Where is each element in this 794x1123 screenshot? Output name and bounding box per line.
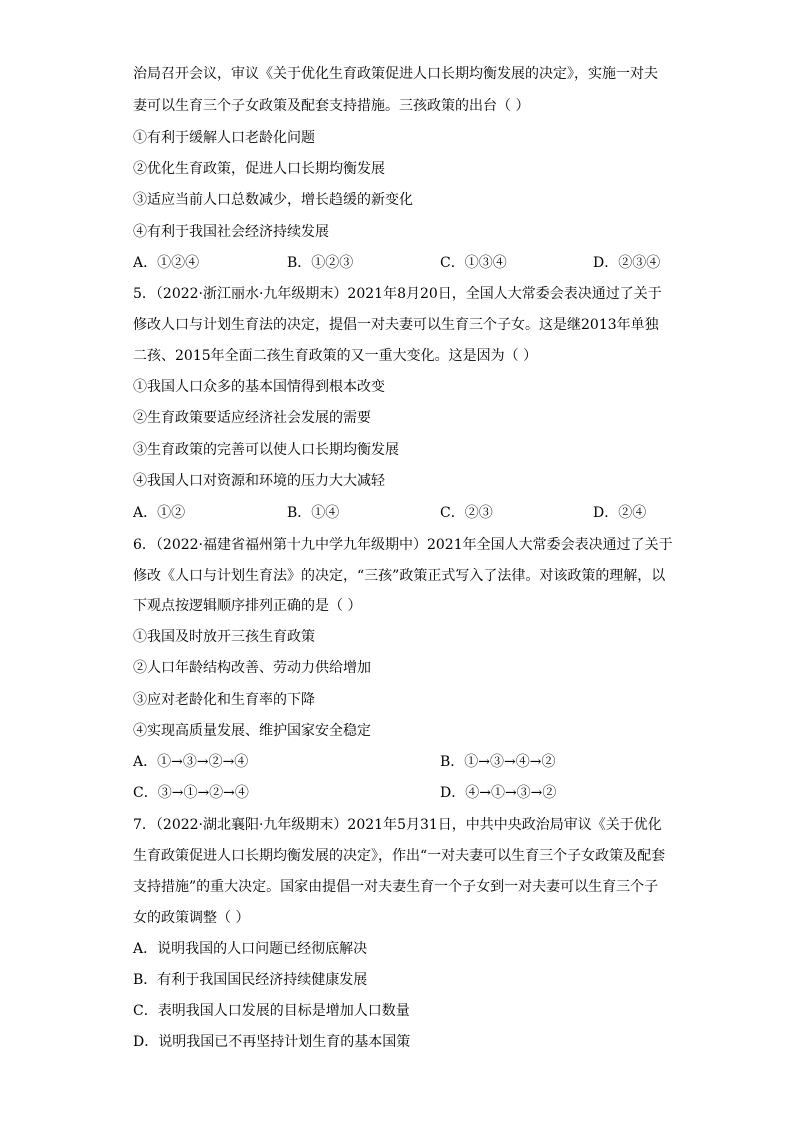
q4-option-a[interactable]: A．①②④ [133,255,200,271]
q4-stem-line-2: 妻可以生育三个子女政策及配套支持措施。三孩政策的出台（ ） [133,98,530,114]
q4-item-4: ④有利于我国社会经济持续发展 [133,224,329,240]
q6-stem-line-2: 修改《人口与计划生育法》的决定，“三孩”政策正式写入了法律。对该政策的理解，以 [133,568,666,584]
q4-stem-line-1: 治局召开会议，审议《关于优化生育政策促进人口长期均衡发展的决定》，实施一对夫 [133,66,658,82]
q7-option-a[interactable]: A．说明我国的人口问题已经彻底解决 [133,941,368,957]
q6-item-3: ③应对老龄化和生育率的下降 [133,692,315,708]
q5-option-d[interactable]: D．②④ [593,505,647,521]
q4-option-c[interactable]: C．①③④ [440,255,507,271]
q6-option-a[interactable]: A．①→③→②→④ [133,754,249,770]
q7-stem-line-1: 7．（2022·湖北襄阳·九年级期末）2021年5月31日，中共中央政治局审议《关于优化 [133,817,662,833]
q7-stem-line-3: 支持措施”的重大决定。国家由提倡一对夫妻生育一个子女到一对夫妻可以生育三个子 [133,879,659,895]
q5-stem-line-2: 修改人口与计划生育法的决定，提倡一对夫妻可以生育三个子女。这是继2013年单独 [133,317,659,333]
q5-stem-line-1: 5．（2022·浙江丽水·九年级期末）2021年8月20日，全国人大常委会表决通过了关于 [133,286,662,302]
q5-item-2: ②生育政策要适应经济社会发展的需要 [133,410,371,426]
q4-item-2: ②优化生育政策，促进人口长期均衡发展 [133,161,385,177]
q7-option-d[interactable]: D．说明我国已不再坚持计划生育的基本国策 [133,1034,411,1050]
q6-item-2: ②人口年龄结构改善、劳动力供给增加 [133,660,371,676]
q5-stem-line-3: 二孩、2015年全面二孩生育政策的又一重大变化。这是因为（ ） [133,348,538,364]
q6-stem-line-3: 下观点按逻辑顺序排列正确的是（ ） [133,598,362,614]
q5-option-c[interactable]: C．②③ [440,505,493,521]
q4-option-d[interactable]: D．②③④ [593,255,661,271]
q5-item-3: ③生育政策的完善可以使人口长期均衡发展 [133,442,399,458]
q5-item-4: ④我国人口对资源和环境的压力大大减轻 [133,473,385,489]
q6-item-4: ④实现高质量发展、维护国家安全稳定 [133,723,371,739]
q6-option-d[interactable]: D．④→①→③→② [440,785,557,801]
q7-stem-line-4: 女的政策调整（ ） [133,910,250,926]
q6-option-b[interactable]: B．①→③→④→② [440,754,556,770]
q6-option-c[interactable]: C．③→①→②→④ [133,785,249,801]
q4-item-1: ①有利于缓解人口老龄化问题 [133,130,315,146]
q7-stem-line-2: 生育政策促进人口长期均衡发展的决定》，作出“一对夫妻可以生育三个子女政策及配套 [133,848,666,864]
q4-option-b[interactable]: B．①②③ [287,255,354,271]
q5-option-a[interactable]: A．①② [133,505,186,521]
q4-item-3: ③适应当前人口总数减少，增长趋缓的新变化 [133,192,413,208]
q5-item-1: ①我国人口众多的基本国情得到根本改变 [133,379,385,395]
q6-item-1: ①我国及时放开三孩生育政策 [133,629,315,645]
q7-option-c[interactable]: C．表明我国人口发展的目标是增加人口数量 [133,1003,410,1019]
q6-stem-line-1: 6．（2022·福建省福州第十九中学九年级期中）2021年全国人大常委会表决通过了关于 [133,537,673,553]
q5-option-b[interactable]: B．①④ [287,505,340,521]
q7-option-b[interactable]: B．有利于我国国民经济持续健康发展 [133,972,368,988]
